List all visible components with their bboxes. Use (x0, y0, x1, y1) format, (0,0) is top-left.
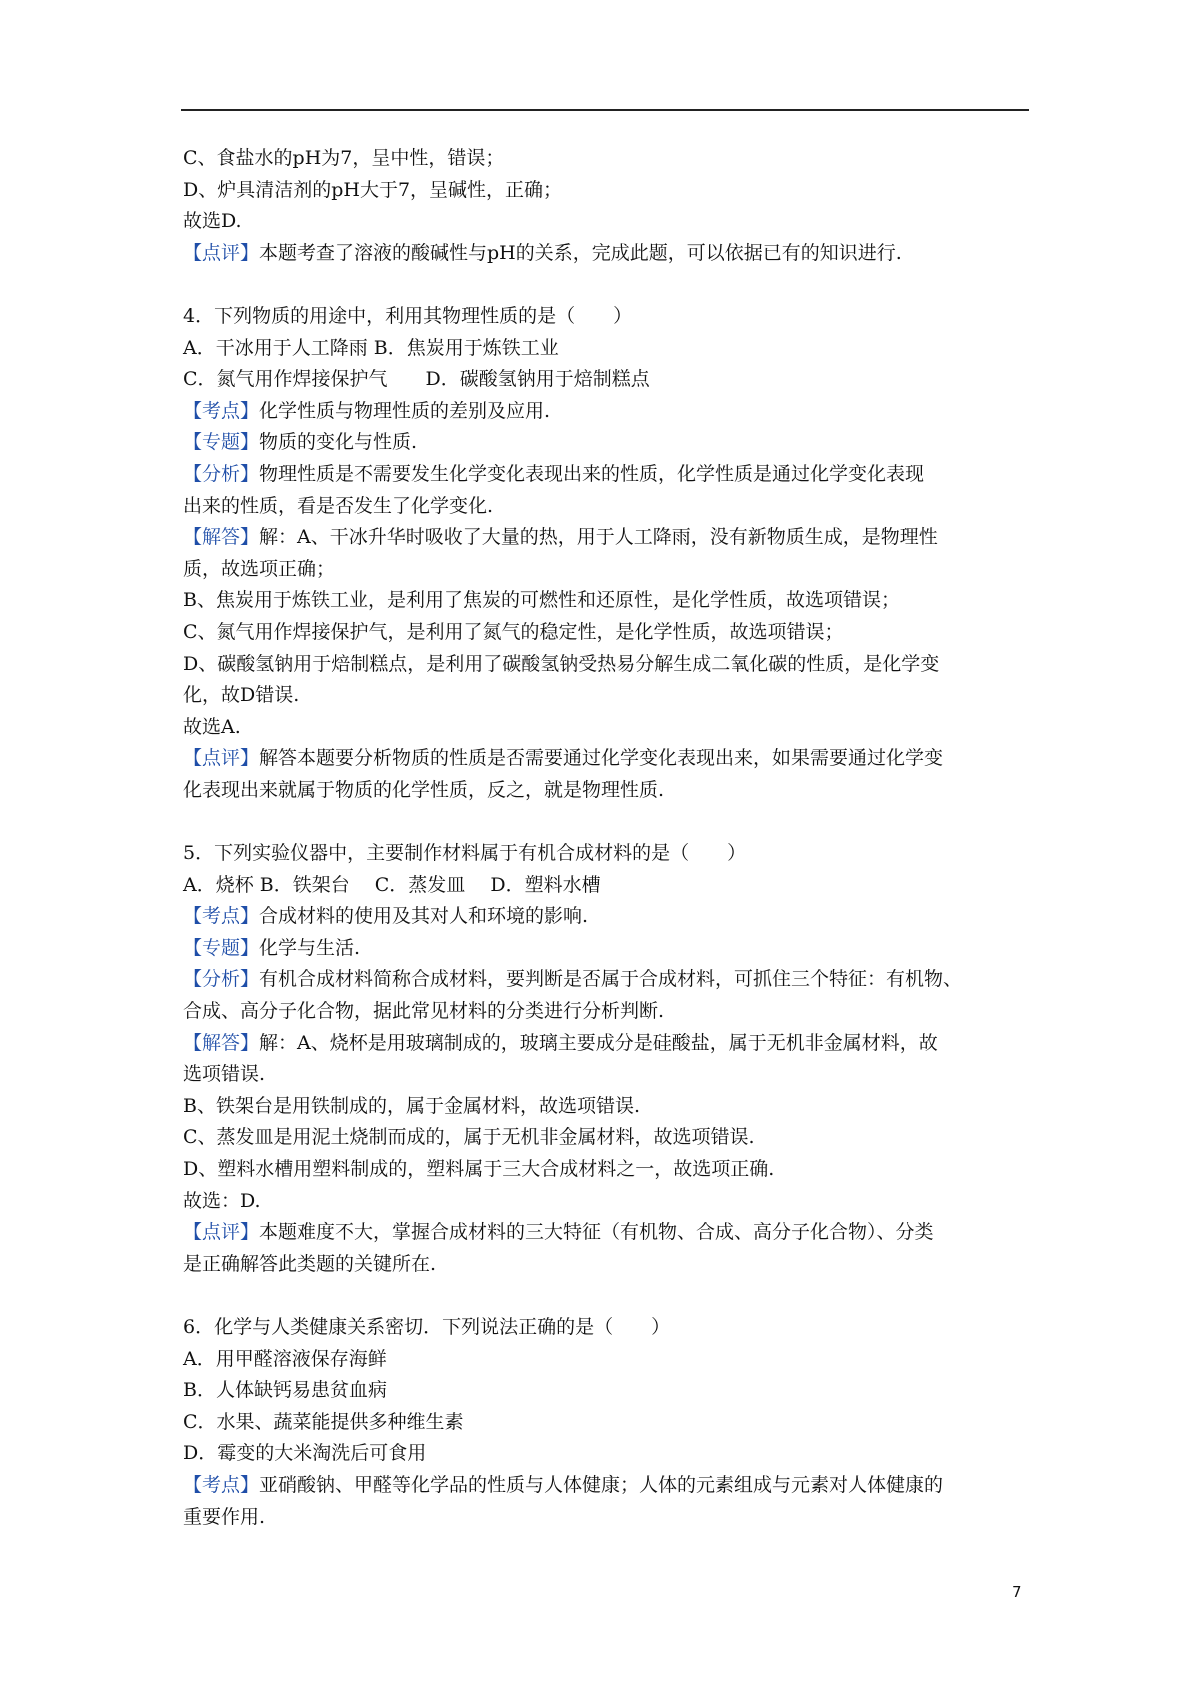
q6-stem: 6．化学与人类健康关系密切．下列说法正确的是（ ） (183, 1315, 671, 1338)
comment-tag: 【点评】 (183, 1221, 260, 1244)
q4-fenxi-cont: 出来的性质，看是否发生了化学变化. (183, 494, 494, 517)
q4-fenxi (183, 459, 1033, 491)
comment-text: 本题考查了溶液的酸碱性与pH的关系，完成此题，可以依据已有的知识进行. (259, 241, 902, 264)
q3-answer: 故选D. (183, 210, 242, 233)
q4-stem: 4．下列物质的用途中，利用其物理性质的是（ ） (183, 304, 633, 327)
q6-kaodian (183, 1470, 1033, 1502)
q6-option-d: D．霉变的大米淘洗后可食用 (183, 1442, 427, 1465)
q4-comment (183, 743, 1033, 775)
q5-jieda-5: D、塑料水槽用塑料制成的，塑料属于三大合成材料之一，故选项正确. (183, 1158, 775, 1180)
q4-kaodian (183, 396, 1033, 428)
kaodian-tag: 【考点】 (183, 1473, 260, 1496)
q4-zhuanti (183, 427, 1033, 459)
q4-jieda-3: B、焦炭用于炼铁工业，是利用了焦炭的可燃性和还原性，是化学性质，故选项错误； (183, 589, 900, 612)
kaodian-tag: 【考点】 (183, 905, 260, 928)
q6-kaodian-cont: 重要作用. (183, 1505, 266, 1528)
q5-fenxi (183, 964, 1033, 996)
comment-text: 本题难度不大，掌握合成材料的三大特征（有机物、合成、高分子化合物）、分类 (259, 1221, 934, 1244)
fenxi-text: 有机合成材料简称合成材料，要判断是否属于合成材料，可抓住三个特征：有机物、 (259, 968, 963, 991)
q3-option-c-analysis: C、食盐水的pH为7，呈中性，错误； (183, 147, 505, 169)
q5-kaodian (183, 901, 1033, 933)
q4-options-cd: C．氮气用作焊接保护气 D．碳酸氢钠用于焙制糕点 (183, 368, 650, 391)
spacer (183, 1280, 1033, 1312)
q5-zhuanti (183, 933, 1033, 965)
q5-options: A．烧杯 B．铁架台 C．蒸发皿 D．塑料水槽 (183, 873, 601, 896)
spacer (183, 269, 1033, 301)
kaodian-text: 亚硝酸钠、甲醛等化学品的性质与人体健康；人体的元素组成与元素对人体健康的 (259, 1473, 944, 1496)
jieda-text: 解：A、烧杯是用玻璃制成的，玻璃主要成分是硅酸盐，属于无机非金属材料，故 (259, 1031, 938, 1054)
q4-jieda-6: 化，故D错误. (183, 684, 300, 707)
comment-tag: 【点评】 (183, 241, 260, 264)
q4-options-ab: A．干冰用于人工降雨 B．焦炭用于炼铁工业 (183, 336, 559, 359)
fenxi-text: 物理性质是不需要发生化学变化表现出来的性质，化学性质是通过化学变化表现 (259, 462, 925, 485)
q4-jieda-2: 质，故选项正确； (183, 557, 336, 580)
fenxi-tag: 【分析】 (183, 462, 260, 485)
kaodian-text: 合成材料的使用及其对人和环境的影响. (259, 905, 589, 928)
q5-jieda (183, 1028, 1033, 1060)
q4-comment-cont: 化表现出来就属于物质的化学性质，反之，就是物理性质. (183, 778, 665, 801)
q5-comment (183, 1217, 1033, 1249)
fenxi-tag: 【分析】 (183, 968, 260, 991)
q3-option-d-analysis: D、炉具清洁剂的pH大于7，呈碱性，正确； (183, 178, 563, 201)
q5-jieda-3: B、铁架台是用铁制成的，属于金属材料，故选项错误. (183, 1094, 641, 1117)
q5-jieda-2: 选项错误. (183, 1063, 266, 1086)
jieda-text: 解：A、干冰升华时吸收了大量的热，用于人工降雨，没有新物质生成，是物理性 (259, 526, 938, 549)
jieda-tag: 【解答】 (183, 526, 260, 549)
q4-jieda (183, 522, 1033, 554)
q5-comment-cont: 是正确解答此类题的关键所在. (183, 1252, 437, 1275)
zhuanti-tag: 【专题】 (183, 936, 260, 959)
q5-jieda-4: C、蒸发皿是用泥土烧制而成的，属于无机非金属材料，故选项错误. (183, 1126, 755, 1149)
zhuanti-text: 物质的变化与性质. (259, 431, 418, 454)
q4-jieda-5: D、碳酸氢钠用于焙制糕点，是利用了碳酸氢钠受热易分解生成二氧化碳的性质，是化学变 (183, 652, 940, 675)
q6-option-c: C．水果、蔬菜能提供多种维生素 (183, 1410, 464, 1433)
header-rule (181, 109, 1029, 111)
zhuanti-text: 化学与生活. (259, 936, 361, 959)
q5-stem: 5．下列实验仪器中，主要制作材料属于有机合成材料的是（ ） (183, 842, 747, 865)
q3-comment (183, 238, 1033, 270)
q6-option-b: B．人体缺钙易患贫血病 (183, 1379, 387, 1402)
q5-fenxi-cont: 合成、高分子化合物，据此常见材料的分类进行分析判断. (183, 1000, 665, 1023)
spacer (183, 806, 1033, 838)
q4-answer: 故选A. (183, 715, 241, 738)
document-body (183, 143, 1033, 1533)
comment-tag: 【点评】 (183, 747, 260, 770)
q5-answer: 故选：D. (183, 1189, 261, 1212)
page-number: 7 (1012, 1583, 1022, 1601)
jieda-tag: 【解答】 (183, 1031, 260, 1054)
comment-text: 解答本题要分析物质的性质是否需要通过化学变化表现出来，如果需要通过化学变 (259, 747, 944, 770)
zhuanti-tag: 【专题】 (183, 431, 260, 454)
q4-jieda-4: C、氮气用作焊接保护气，是利用了氮气的稳定性，是化学性质，故选项错误； (183, 620, 844, 643)
q6-option-a: A．用甲醛溶液保存海鲜 (183, 1347, 387, 1370)
kaodian-tag: 【考点】 (183, 399, 260, 422)
kaodian-text: 化学性质与物理性质的差别及应用. (259, 399, 551, 422)
